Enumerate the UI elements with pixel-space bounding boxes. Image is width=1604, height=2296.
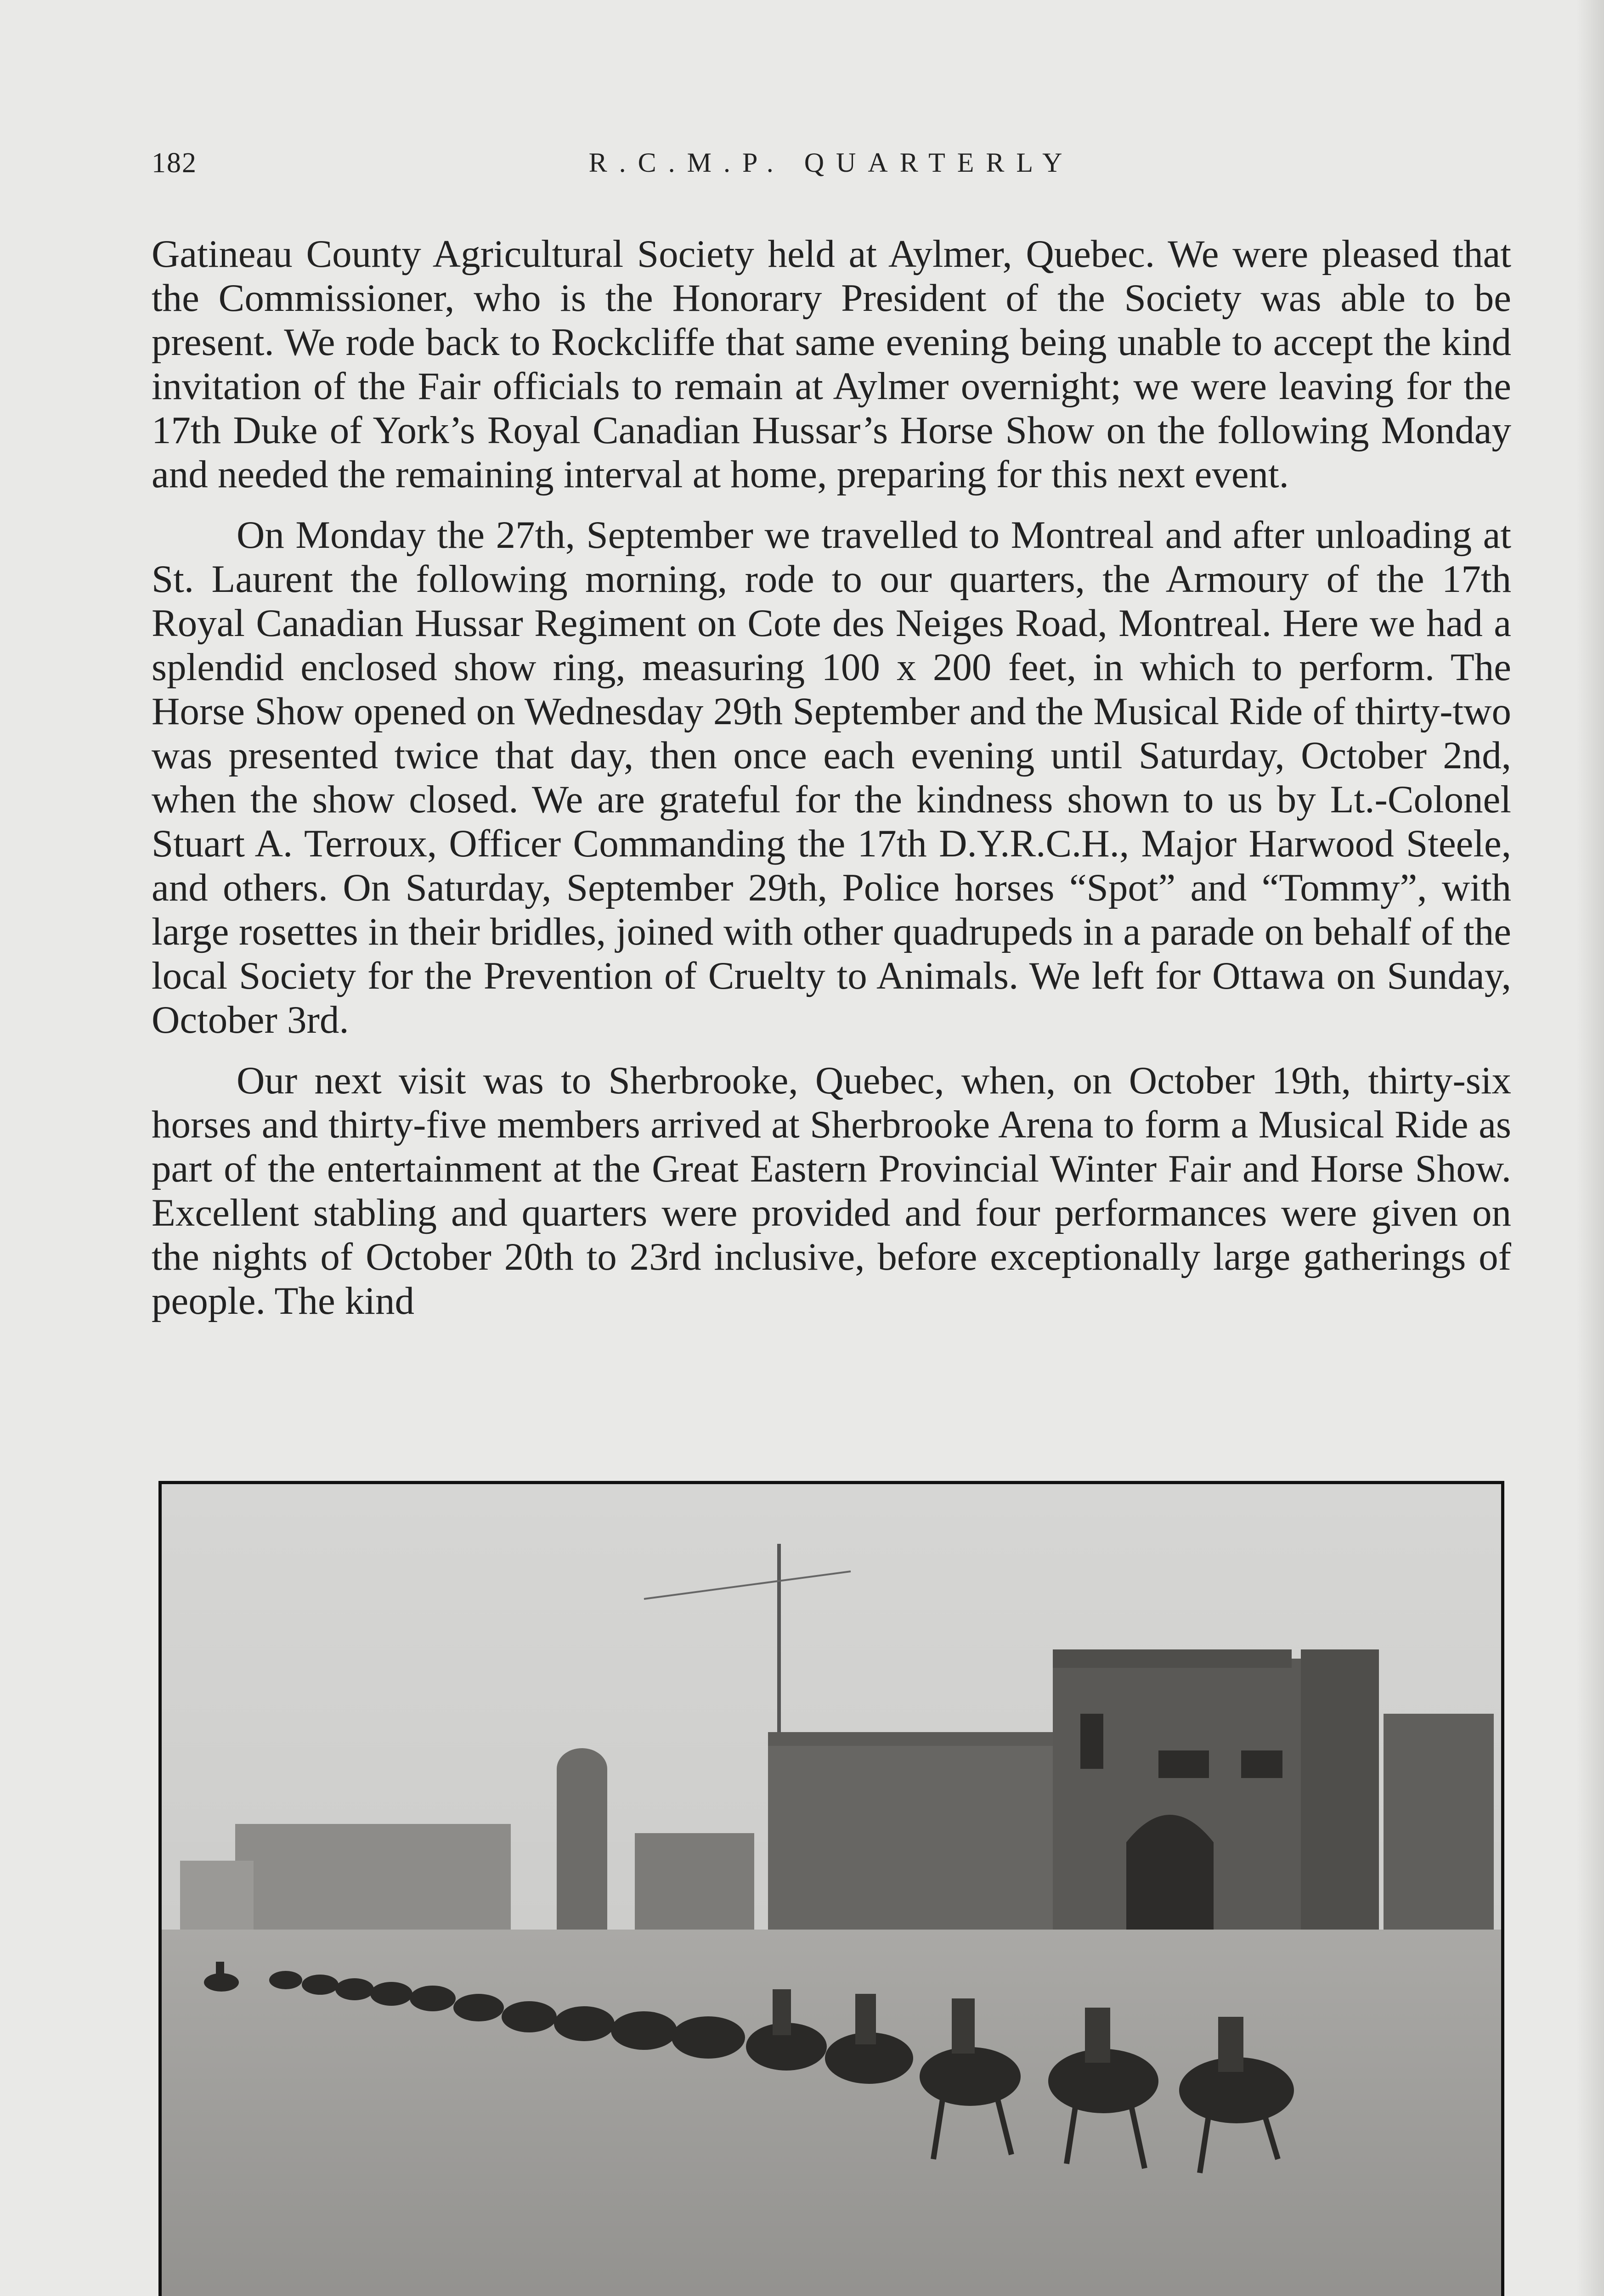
- paragraph: On Monday the 27th, September we travelled to Montreal and after unloading at St. Laurent the following morning, rode to our quarters, the Armoury of the 17th Royal Canadian Hussar Regiment on Cote des Neiges Road, Montreal. Here we had a splendid enclosed show ring, measuring 100 x 200 feet, in which to perform. The Horse Show opened on Wednesday 29th September and the Musical Ride of thirty-two was presented twice that day, then once each evening until Saturday, October 2nd, when the show closed. We are grateful for the kindness shown to us by Lt.-Colonel Stuart A. Terroux, Officer Commanding the 17th D.Y.R.C.H., Major Harwood Steele, and others. On Saturday, September 29th, Police horses “Spot” and “Tommy”, with large rosettes in their bridles, joined with other quadrupeds in a parade on behalf of the local Society for the Prevention of Cruelty to Animals. We left for Ottawa on Sunday, October 3rd.: [152, 513, 1511, 1041]
- photograph: [158, 1481, 1504, 2296]
- page-edge-shadow: [1576, 0, 1604, 2296]
- paragraph: Our next visit was to Sherbrooke, Quebec, when, on October 19th, thirty-six horses and thirty-five members arrived at Sherbrooke Arena to form a Musical Ride as part of the entertainment at the Great Eastern Provincial Winter Fair and Horse Show. Excellent stabling and quarters were provided and four performances were given on the nights of October 20th to 23rd inclusive, before exceptionally large gatherings of people. The kind: [152, 1059, 1511, 1322]
- page-number: 182: [152, 147, 197, 179]
- page-header: [152, 147, 1511, 188]
- running-head: R.C.M.P. QUARTERLY: [588, 147, 1074, 178]
- paragraph: Gatineau County Agricultural Society held at Aylmer, Quebec. We were pleased that the Commissioner, who is the Honorary President of the Society was able to be present. We rode back to Rockcliffe that same evening being unable to accept the kind invitation of the Fair officials to remain at Aylmer overnight; we were leaving for the 17th Duke of York’s Royal Canadian Hussar’s Horse Show on the following Monday and needed the remaining interval at home, preparing for this next event.: [152, 232, 1511, 496]
- musical-ride-photo: [162, 1484, 1501, 2296]
- article-body: [152, 232, 1511, 1339]
